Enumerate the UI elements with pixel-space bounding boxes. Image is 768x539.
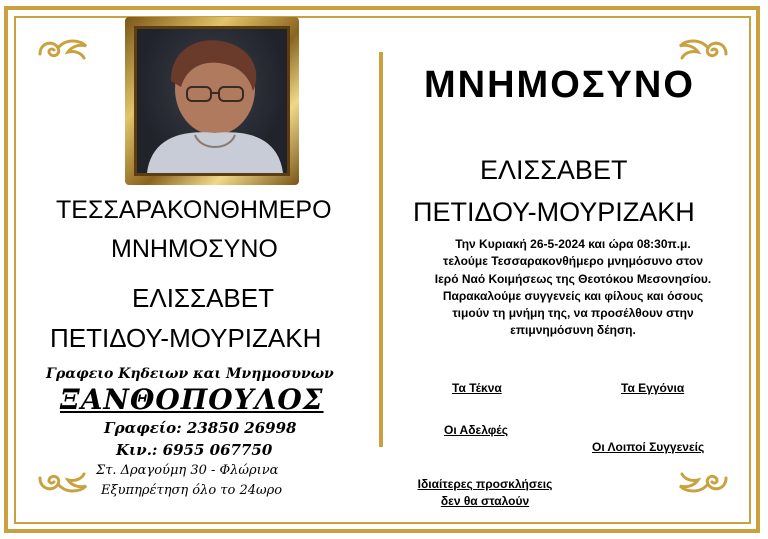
notice-line1: Ιδιαίτερες προσκλήσεις — [417, 477, 553, 491]
body-line: Παρακαλούμε συγγενείς και φίλους και όσους — [442, 288, 704, 303]
right-name-line2: ΠΕΤΙΔΟΥ-ΜΟΥΡΙΖΑΚΗ — [413, 197, 695, 227]
swirl-ornament-icon — [676, 34, 730, 62]
left-title-line2: ΜΝΗΜΟΣΥΝΟ — [111, 235, 278, 263]
left-name-line2: ΠΕΤΙΔΟΥ-ΜΟΥΡΙΖΑΚΗ — [50, 323, 322, 353]
body-line: τελούμε Τεσσαρακονθήμερο μνημόσυνο στον — [442, 254, 703, 269]
mourner-children: Τα Τέκνα — [452, 381, 502, 395]
right-name-line1: ΕΛΙΣΣΑΒΕΤ — [480, 155, 628, 185]
mobile-phone: Κιν.: 6955 067750 — [116, 441, 273, 459]
mourner-siblings: Οι Αδελφές — [444, 423, 508, 437]
body-line: επιμνημόσυνη δέηση. — [510, 323, 636, 338]
left-name-line1: ΕΛΙΣΣΑΒΕΤ — [132, 283, 274, 313]
swirl-ornament-icon — [36, 470, 90, 498]
body-line: Την Κυριακή 26-5-2024 και ώρα 08:30π.μ. — [455, 237, 691, 251]
agency-address: Στ. Δραγούμη 30 - Φλώρινα — [96, 463, 279, 478]
agency-tagline: Γραφειο Κηδειων και Μνημοσυνων — [46, 366, 334, 382]
body-line: τιμούν τη μνήμη της, να προσέλθουν στην — [452, 306, 694, 321]
mourner-relatives: Οι Λοιποί Συγγενείς — [592, 440, 705, 454]
swirl-ornament-icon — [676, 470, 730, 498]
agency-name: ΞΑΝΘΟΠΟΥΛΟΣ — [60, 383, 324, 416]
portrait-photo — [137, 29, 287, 173]
announcement-body — [398, 236, 748, 340]
vertical-divider — [379, 52, 383, 447]
mourner-grandchildren: Τα Εγγόνια — [621, 381, 685, 395]
invitation-notice — [400, 476, 570, 510]
notice-line2: δεν θα σταλούν — [440, 494, 530, 508]
right-heading: ΜΝΗΜΟΣΥΝΟ — [424, 64, 695, 106]
service-hours: Εξυπηρέτηση όλο το 24ωρο — [101, 483, 283, 498]
body-line: Ιερό Ναό Κοιμήσεως της Θεοτόκου Μεσονησίου. — [434, 271, 712, 286]
left-title-line1: ΤΕΣΣΑΡΑΚΟΝΘΗΜΕΡΟ — [56, 196, 332, 224]
swirl-ornament-icon — [36, 34, 90, 62]
portrait-frame — [125, 17, 299, 185]
office-phone: Γραφείο: 23850 26998 — [104, 419, 297, 437]
